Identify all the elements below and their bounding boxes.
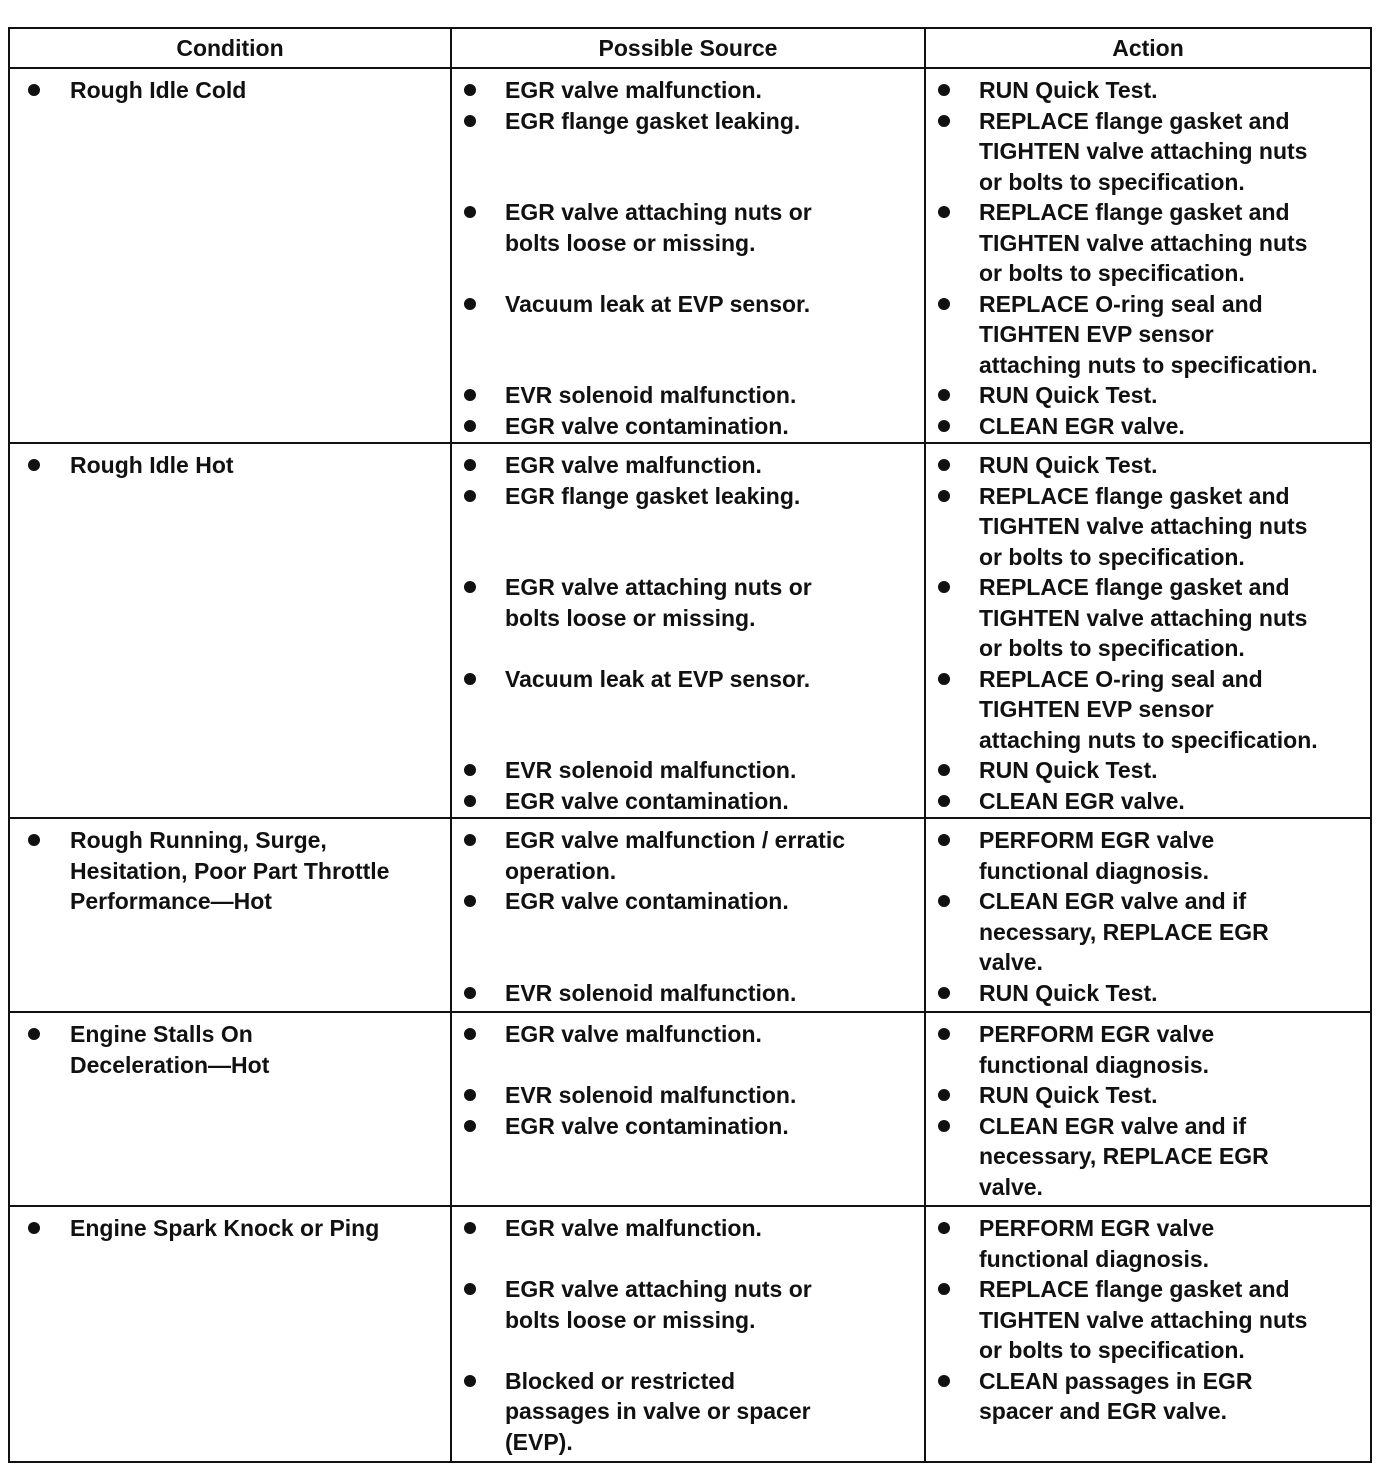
action-text: PERFORM EGR valve functional diagnosis.	[979, 1215, 1215, 1272]
source-text: EGR valve malfunction.	[505, 77, 762, 103]
source-item	[452, 825, 924, 886]
source-text: EVR solenoid malfunction.	[505, 979, 797, 1006]
action-item	[926, 380, 1370, 411]
source-item	[452, 1366, 924, 1458]
action-text: REPLACE flange gasket and TIGHTEN valve attaching nuts or bolts to specification.	[979, 482, 1308, 570]
condition-cell	[9, 1206, 451, 1462]
bullet-icon	[938, 490, 950, 502]
action-text: RUN Quick Test.	[979, 979, 1158, 1006]
source-cell	[451, 1206, 925, 1462]
source-item	[452, 786, 924, 817]
table-row	[9, 68, 1371, 443]
source-text: EGR valve malfunction.	[505, 1021, 762, 1047]
bullet-icon	[938, 581, 950, 593]
diagnosis-table	[8, 27, 1372, 1463]
source-item	[452, 1213, 924, 1274]
action-text: REPLACE O-ring seal and TIGHTEN EVP sensor attaching nuts to specification.	[979, 665, 1318, 753]
bullet-icon	[28, 84, 40, 96]
action-text: REPLACE flange gasket and TIGHTEN valve attaching nuts or bolts to specification.	[979, 107, 1308, 195]
source-text: EGR valve malfunction.	[505, 1215, 762, 1241]
action-text: CLEAN EGR valve.	[979, 412, 1185, 439]
action-item	[926, 1366, 1370, 1458]
source-item	[452, 1019, 924, 1080]
action-text: REPLACE flange gasket and TIGHTEN valve attaching nuts or bolts to specification.	[979, 1276, 1308, 1363]
bullet-icon	[938, 764, 950, 776]
action-text: PERFORM EGR valve functional diagnosis.	[979, 1021, 1215, 1078]
action-cell	[925, 818, 1371, 1012]
action-cell	[925, 443, 1371, 818]
action-item	[926, 1274, 1370, 1366]
bullet-icon	[464, 459, 476, 471]
condition-cell	[9, 443, 451, 818]
action-item	[926, 106, 1370, 198]
condition-text: Engine Spark Knock or Ping	[70, 1215, 380, 1241]
source-text: EGR valve attaching nuts or bolts loose or missing.	[505, 1276, 812, 1333]
source-item	[452, 572, 924, 664]
action-item	[926, 886, 1370, 978]
bullet-icon	[938, 206, 950, 218]
bullet-icon	[464, 795, 476, 807]
table-row	[9, 1206, 1371, 1462]
action-cell	[925, 1206, 1371, 1462]
bullet-icon	[938, 459, 950, 471]
header-possible-source: Possible Source	[451, 28, 925, 68]
action-item	[926, 450, 1370, 481]
bullet-icon	[938, 795, 950, 807]
bullet-icon	[938, 84, 950, 96]
bullet-icon	[464, 1028, 476, 1040]
action-text: RUN Quick Test.	[979, 382, 1158, 408]
bullet-icon	[464, 895, 476, 907]
bullet-icon	[464, 1120, 476, 1132]
action-text: RUN Quick Test.	[979, 1082, 1158, 1108]
bullet-icon	[28, 1028, 40, 1040]
action-item	[926, 1019, 1370, 1080]
bullet-icon	[464, 673, 476, 685]
bullet-icon	[938, 1089, 950, 1101]
bullet-icon	[938, 1222, 950, 1234]
bullet-icon	[28, 1222, 40, 1234]
action-item	[926, 1111, 1370, 1203]
source-text: Blocked or restricted passages in valve or spacer (EVP).	[505, 1367, 811, 1455]
header-row	[9, 28, 1371, 68]
bullet-icon	[464, 987, 476, 999]
action-text: REPLACE flange gasket and TIGHTEN valve attaching nuts or bolts to specification.	[979, 574, 1308, 661]
source-item	[452, 106, 924, 198]
source-text: Vacuum leak at EVP sensor.	[505, 290, 811, 317]
header-condition: Condition	[9, 28, 451, 68]
condition-text: Rough Running, Surge, Hesitation, Poor Part Throttle Performance—Hot	[70, 827, 390, 914]
action-item	[926, 755, 1370, 786]
bullet-icon	[938, 115, 950, 127]
source-text: Vacuum leak at EVP sensor.	[505, 665, 811, 692]
source-item	[452, 289, 924, 381]
bullet-icon	[938, 834, 950, 846]
bullet-icon	[464, 298, 476, 310]
source-text: EGR valve attaching nuts or bolts loose or missing.	[505, 199, 812, 256]
source-item	[452, 755, 924, 786]
condition-cell	[9, 68, 451, 443]
source-item	[452, 664, 924, 756]
bullet-icon	[28, 459, 40, 471]
source-item	[452, 1274, 924, 1366]
source-text: EVR solenoid malfunction.	[505, 382, 797, 408]
action-cell	[925, 1012, 1371, 1206]
condition-item	[10, 1019, 450, 1080]
action-text: CLEAN EGR valve and if necessary, REPLACE EGR valve.	[979, 888, 1269, 975]
bullet-icon	[938, 1283, 950, 1295]
action-text: CLEAN passages in EGR spacer and EGR valve.	[979, 1367, 1253, 1424]
bullet-icon	[938, 987, 950, 999]
bullet-icon	[464, 206, 476, 218]
action-item	[926, 825, 1370, 886]
bullet-icon	[464, 834, 476, 846]
source-text: EGR valve malfunction / erratic operation.	[505, 827, 846, 884]
source-text: EVR solenoid malfunction.	[505, 1082, 797, 1108]
action-item	[926, 572, 1370, 664]
bullet-icon	[938, 1028, 950, 1040]
action-item	[926, 786, 1370, 817]
source-item	[452, 197, 924, 289]
action-text: REPLACE O-ring seal and TIGHTEN EVP sensor attaching nuts to specification.	[979, 290, 1318, 378]
bullet-icon	[464, 1283, 476, 1295]
source-item	[452, 450, 924, 481]
source-item	[452, 1111, 924, 1203]
source-text: EGR valve contamination.	[505, 787, 789, 814]
action-text: PERFORM EGR valve functional diagnosis.	[979, 827, 1215, 884]
source-item	[452, 481, 924, 573]
source-cell	[451, 68, 925, 443]
action-text: CLEAN EGR valve.	[979, 787, 1185, 814]
bullet-icon	[464, 1222, 476, 1234]
source-item	[452, 978, 924, 1009]
action-item	[926, 664, 1370, 756]
bullet-icon	[938, 895, 950, 907]
bullet-icon	[464, 764, 476, 776]
bullet-icon	[28, 834, 40, 846]
condition-item	[10, 450, 450, 481]
bullet-icon	[464, 1375, 476, 1387]
bullet-icon	[464, 420, 476, 432]
table-row	[9, 1012, 1371, 1206]
source-text: EGR valve contamination.	[505, 888, 789, 914]
action-text: CLEAN EGR valve and if necessary, REPLACE EGR valve.	[979, 1112, 1269, 1200]
action-item	[926, 411, 1370, 442]
condition-item	[10, 75, 450, 106]
bullet-icon	[464, 490, 476, 502]
bullet-icon	[464, 84, 476, 96]
bullet-icon	[464, 389, 476, 401]
action-text: RUN Quick Test.	[979, 452, 1158, 478]
action-text: RUN Quick Test.	[979, 757, 1158, 783]
condition-cell	[9, 818, 451, 1012]
bullet-icon	[464, 1089, 476, 1101]
table-row	[9, 443, 1371, 818]
bullet-icon	[938, 298, 950, 310]
source-cell	[451, 818, 925, 1012]
action-text: RUN Quick Test.	[979, 77, 1158, 103]
source-cell	[451, 443, 925, 818]
source-cell	[451, 1012, 925, 1206]
action-item	[926, 197, 1370, 289]
table-row	[9, 818, 1371, 1012]
source-text: EGR valve attaching nuts or bolts loose or missing.	[505, 574, 812, 631]
condition-text: Rough Idle Cold	[70, 77, 247, 103]
action-item	[926, 1080, 1370, 1111]
condition-text: Engine Stalls On Deceleration—Hot	[70, 1021, 270, 1078]
action-item	[926, 1213, 1370, 1274]
bullet-icon	[464, 115, 476, 127]
action-item	[926, 289, 1370, 381]
source-item	[452, 411, 924, 442]
bullet-icon	[938, 1120, 950, 1132]
source-text: EGR flange gasket leaking.	[505, 107, 801, 134]
source-item	[452, 1080, 924, 1111]
source-item	[452, 380, 924, 411]
condition-cell	[9, 1012, 451, 1206]
source-text: EGR valve malfunction.	[505, 452, 762, 478]
source-text: EGR valve contamination.	[505, 412, 789, 439]
bullet-icon	[938, 420, 950, 432]
bullet-icon	[938, 389, 950, 401]
source-text: EVR solenoid malfunction.	[505, 757, 797, 783]
action-item	[926, 978, 1370, 1009]
header-action: Action	[925, 28, 1371, 68]
source-item	[452, 886, 924, 978]
source-item	[452, 75, 924, 106]
source-text: EGR flange gasket leaking.	[505, 482, 801, 509]
source-text: EGR valve contamination.	[505, 1112, 789, 1139]
action-item	[926, 75, 1370, 106]
action-item	[926, 481, 1370, 573]
condition-item	[10, 1213, 450, 1244]
bullet-icon	[938, 1375, 950, 1387]
bullet-icon	[464, 581, 476, 593]
action-text: REPLACE flange gasket and TIGHTEN valve attaching nuts or bolts to specification.	[979, 199, 1308, 286]
action-cell	[925, 68, 1371, 443]
condition-item	[10, 825, 450, 917]
condition-text: Rough Idle Hot	[70, 452, 234, 478]
bullet-icon	[938, 673, 950, 685]
